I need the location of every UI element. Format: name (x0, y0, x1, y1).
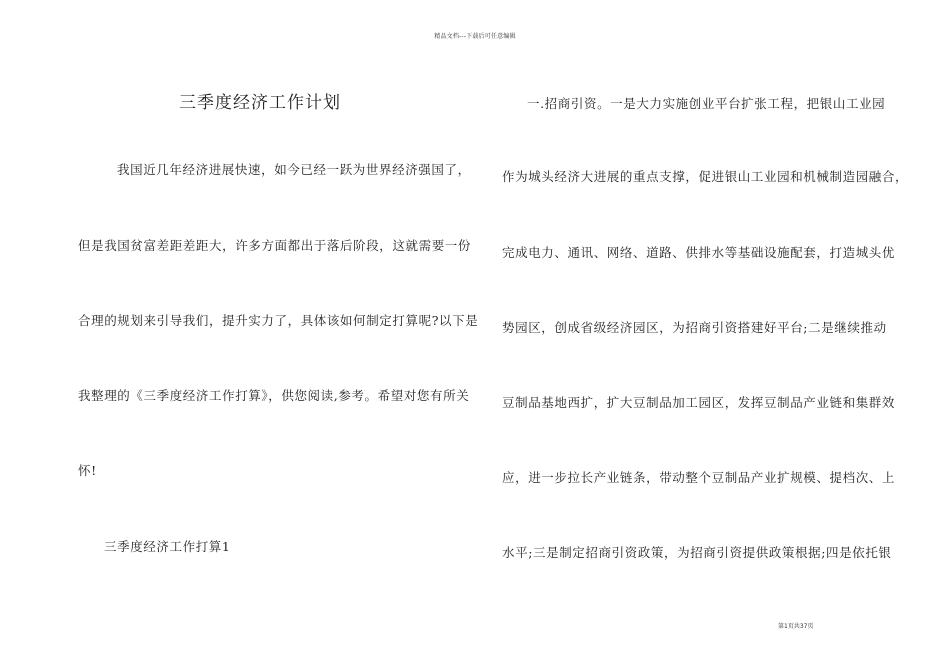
paragraph-line: 应，进一步拉长产业链条，带动整个豆制品产业扩规模、提档次、上 (502, 470, 896, 485)
paragraph-line: 势园区，创成省级经济园区，为招商引资搭建好平台;二是继续推动 (502, 320, 887, 335)
paragraph-line: 我国近几年经济进展快速，如今已经一跃为世界经济强国了， (117, 162, 471, 177)
paragraph-line: 一.招商引资。一是大力实施创业平台扩张工程，把银山工业园 (527, 96, 886, 111)
paragraph-line: 但是我国贫富差距差距大，许多方面都出于落后阶段，这就需要一份 (78, 238, 472, 253)
paragraph-line: 完成电力、通讯、网络、道路、供排水等基础设施配套，打造城头优 (502, 245, 896, 260)
document-title: 三季度经济工作计划 (179, 93, 341, 113)
paragraph-line: 豆制品基地西扩，扩大豆制品加工园区，发挥豆制品产业链和集群效 (502, 395, 896, 410)
document-header-note: 精品文档---下载后可任意编辑 (434, 33, 516, 40)
page-number: 第1页共37页 (778, 623, 814, 630)
paragraph-line: 合理的规划来引导我们，提升实力了，具体该如何制定打算呢?以下是 (78, 313, 479, 328)
paragraph-line: 怀! (78, 463, 97, 478)
paragraph-line: 作为城头经济大进展的重点支撑，促进银山工业园和机械制造园融合， (502, 169, 909, 184)
paragraph-line: 我整理的《三季度经济工作打算》，供您阅读,参考。希望对您有所关 (78, 388, 470, 403)
paragraph-line: 水平;三是制定招商引资政策，为招商引资提供政策根据;四是依托银 (502, 545, 892, 560)
section-heading: 三季度经济工作打算1 (104, 539, 231, 554)
